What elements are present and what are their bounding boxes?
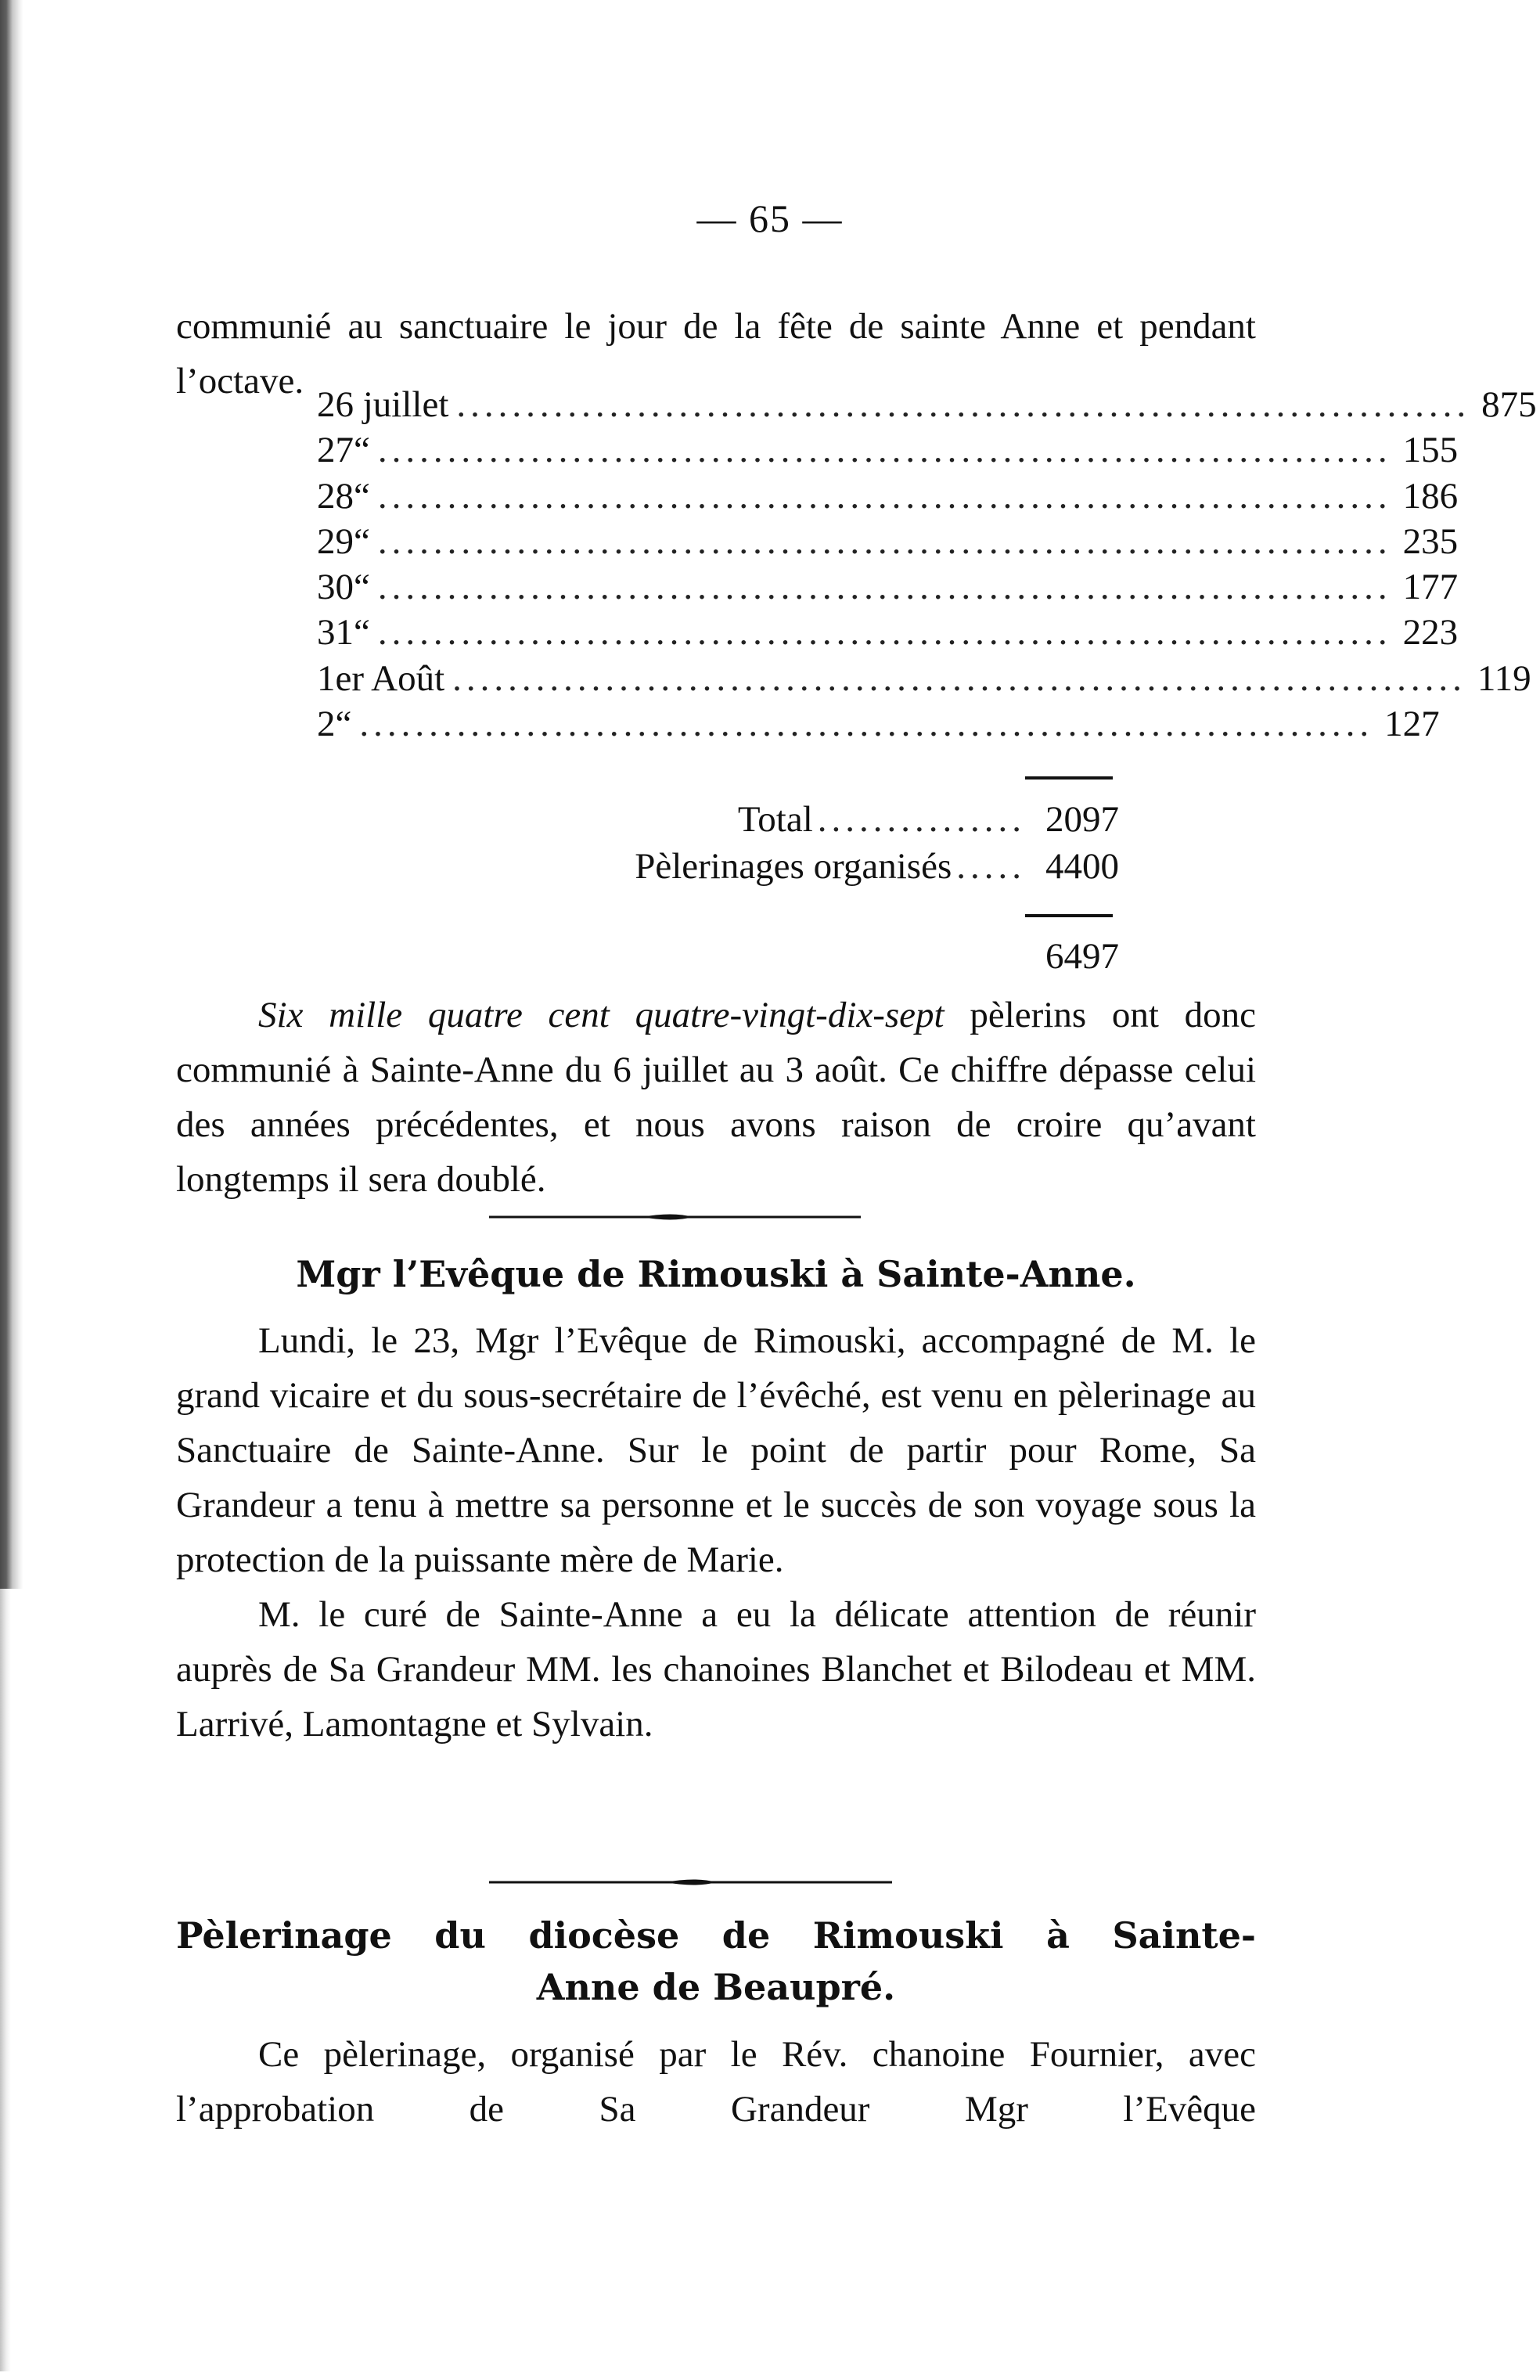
section1-paragraph: M. le curé de Sainte-Anne a eu la délicate attention de réunir auprès de Sa Grandeur MM. les chanoines Blanchet et Bilodeau et MM. Larrivé, Lamontagne et Sylvain. (176, 1594, 1256, 1744)
ditto-mark: “ (354, 430, 370, 471)
communion-statistics (317, 383, 1537, 748)
section2-body (176, 2027, 1256, 2137)
ditto-mark: “ (354, 567, 370, 608)
binding-edge-lower (0, 1589, 11, 2371)
summary-paragraph (176, 988, 1256, 1207)
ornamental-divider (0, 1874, 1540, 1890)
section-heading-line: Anne de Beaupré. (536, 1966, 896, 2008)
grand-total-value: 6497 (1045, 936, 1119, 977)
stat-row (317, 475, 1459, 520)
sum-rule (1025, 914, 1113, 917)
intro-text: communié au sanctuaire le jour de la fête de sainte Anne et pendant l’octave. (176, 306, 1256, 401)
stat-day: 1er Août (317, 657, 445, 699)
ditto-mark: “ (354, 612, 370, 654)
stat-row (317, 520, 1459, 566)
dot-leaders: ......................................................................... (377, 475, 1392, 517)
stat-row (317, 429, 1459, 474)
stat-value: 155 (1402, 430, 1459, 471)
stat-row (317, 703, 1440, 748)
ditto-mark: “ (335, 704, 352, 745)
stat-day: 27 (317, 430, 354, 471)
stat-value: 177 (1402, 567, 1459, 608)
stat-day: 2 (317, 704, 336, 745)
total-label: Total (737, 799, 813, 840)
organized-label: Pèlerinages organisés (635, 846, 952, 887)
stat-day: 30 (317, 567, 354, 608)
dot-leaders: ......................................................................... (377, 567, 1392, 608)
summary-text (176, 988, 1256, 1207)
section-heading-line: Pèlerinage du diocèse de Rimouski à Sainte- (176, 1914, 1256, 1957)
dot-leaders: ......................................................................... (377, 430, 1392, 471)
dot-leaders: ..... (956, 846, 1026, 887)
dot-leaders: ......................................................................... (359, 704, 1374, 745)
dot-leaders: ......................................................................... (452, 657, 1466, 699)
stat-day: 26 juillet (317, 384, 449, 425)
total-row (738, 798, 1119, 841)
dot-leaders: ......................................................................... (456, 384, 1471, 425)
ornamental-divider (0, 1209, 1540, 1225)
dot-leaders: ......................................................................... (377, 612, 1392, 654)
dot-leaders: ............... (817, 799, 1026, 840)
stat-value: 235 (1402, 520, 1459, 562)
stat-value: 186 (1402, 475, 1459, 517)
summary-rest: pèlerins ont donc communié à Sainte-Anne du 6 juillet au 3 août. Ce chiffre dépasse celui des années précédentes, et nous avons raison de croire qu’avant longtemps il sera doublé. (176, 995, 1257, 1200)
stat-value: 875 (1481, 384, 1537, 425)
summary-italic: Six mille quatre cent quatre-vingt-dix-sept (258, 995, 945, 1035)
organized-row (635, 845, 1119, 888)
page-number: — 65 — (696, 196, 844, 240)
stat-row (317, 657, 1531, 703)
stat-row (317, 566, 1459, 611)
section1-body (176, 1313, 1256, 1752)
total-value: 2097 (1045, 799, 1119, 840)
stat-row (317, 383, 1537, 429)
ditto-mark: “ (354, 520, 370, 562)
organized-value: 4400 (1045, 846, 1119, 887)
dot-leaders: ......................................................................... (377, 520, 1392, 562)
grand-total-row (1037, 935, 1119, 978)
stat-value: 127 (1384, 704, 1440, 745)
stat-value: 223 (1402, 612, 1459, 654)
section-heading: Mgr l’Evêque de Rimouski à Sainte-Anne. (296, 1253, 1136, 1295)
section2-paragraph: Ce pèlerinage, organisé par le Rév. chanoine Fournier, avec l’approbation de Sa Grandeur Mgr l’Evêque (176, 2034, 1256, 2130)
stat-day: 28 (317, 475, 354, 517)
sum-rule (1025, 776, 1113, 780)
section1-paragraph: Lundi, le 23, Mgr l’Evêque de Rimouski, accompagné de M. le grand vicaire et du sous-secrétaire de l’évêché, est venu en pèlerinage au Sanctuaire de Sainte-Anne. Sur le point de partir pour Rome, Sa Grandeur a tenu à mettre sa personne et le succès de son voyage sous la protection de la puissante mère de Marie. (176, 1320, 1256, 1580)
stat-day: 29 (317, 520, 354, 562)
stat-row (317, 611, 1459, 657)
ditto-mark: “ (354, 475, 370, 517)
stat-day: 31 (317, 612, 354, 654)
stat-value: 119 (1477, 657, 1531, 699)
